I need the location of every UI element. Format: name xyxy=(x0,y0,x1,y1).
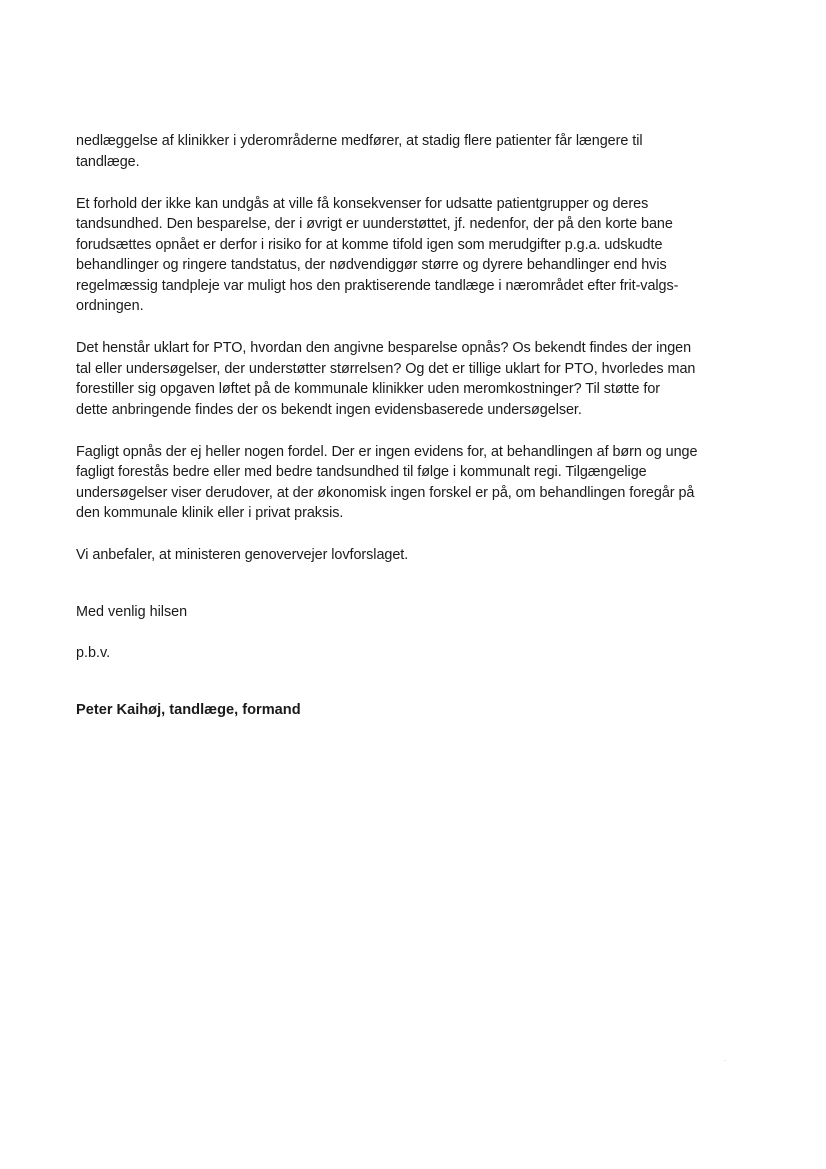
closing-greeting: Med venlig hilsen xyxy=(76,603,188,620)
text-line: Vi anbefaler, at ministeren genovervejer lovforslaget. xyxy=(76,547,409,563)
paragraph-4 xyxy=(76,442,756,524)
text-line: dette anbringende findes der os bekendt ingen evidensbaserede undersøgelser. xyxy=(76,401,582,418)
paragraph-3 xyxy=(76,338,756,420)
text-line: nedlæggelse af klinikker i yderområderne medfører, at stadig flere patienter får længere til xyxy=(76,133,643,149)
text-line: Det henstår uklart for PTO, hvordan den angivne besparelse opnås? Os bekendt findes der ingen xyxy=(76,340,692,356)
scan-artifact xyxy=(724,1060,726,1061)
text-line: fagligt forestås bedre eller med bedre tandsundhed til følge i kommunalt regi. Tilgængelige xyxy=(76,464,647,480)
text-line: Et forhold der ikke kan undgås at ville få konsekvenser for udsatte patientgrupper og deres xyxy=(76,195,649,212)
text-line: Fagligt opnås der ej heller nogen fordel. Der er ingen evidens for, at behandlingen af børn og unge xyxy=(76,443,698,460)
text-line: regelmæssig tandpleje var muligt hos den praktiserende tandlæge i nærområdet efter frit-valgs- xyxy=(76,277,679,294)
text-line: behandlinger og ringere tandstatus, der nødvendiggør større og dyrere behandlinger end hvis xyxy=(76,257,667,273)
paragraph-1 xyxy=(76,131,756,172)
text-line: tandsundhed. Den besparelse, der i øvrigt er uunderstøttet, jf. nedenfor, der på den korte bane xyxy=(76,216,673,232)
on-behalf-note: p.b.v. xyxy=(76,645,111,661)
text-line: tandlæge. xyxy=(76,153,140,170)
text-line: forestiller sig opgaven løftet på de kommunale klinikker uden meromkostninger? Til støtte for xyxy=(76,381,661,397)
text-line: ordningen. xyxy=(76,298,144,314)
text-line: undersøgelser viser derudover, at der økonomisk ingen forskel er på, om behandlingen foregår på xyxy=(76,484,695,501)
paragraph-5 xyxy=(76,545,756,566)
letter-body xyxy=(76,131,756,720)
paragraph-2 xyxy=(76,194,756,317)
signature-line: Peter Kaihøj, tandlæge, formand xyxy=(76,701,301,718)
text-line: den kommunale klinik eller i privat praksis. xyxy=(76,505,344,521)
text-line: forudsættes opnået er derfor i risiko for at komme tifold igen som merudgifter p.g.a. udskudte xyxy=(76,236,663,253)
text-line: tal eller undersøgelser, der understøtter størrelsen? Og det er tillige uklart for PTO, hvorledes man xyxy=(76,360,696,377)
